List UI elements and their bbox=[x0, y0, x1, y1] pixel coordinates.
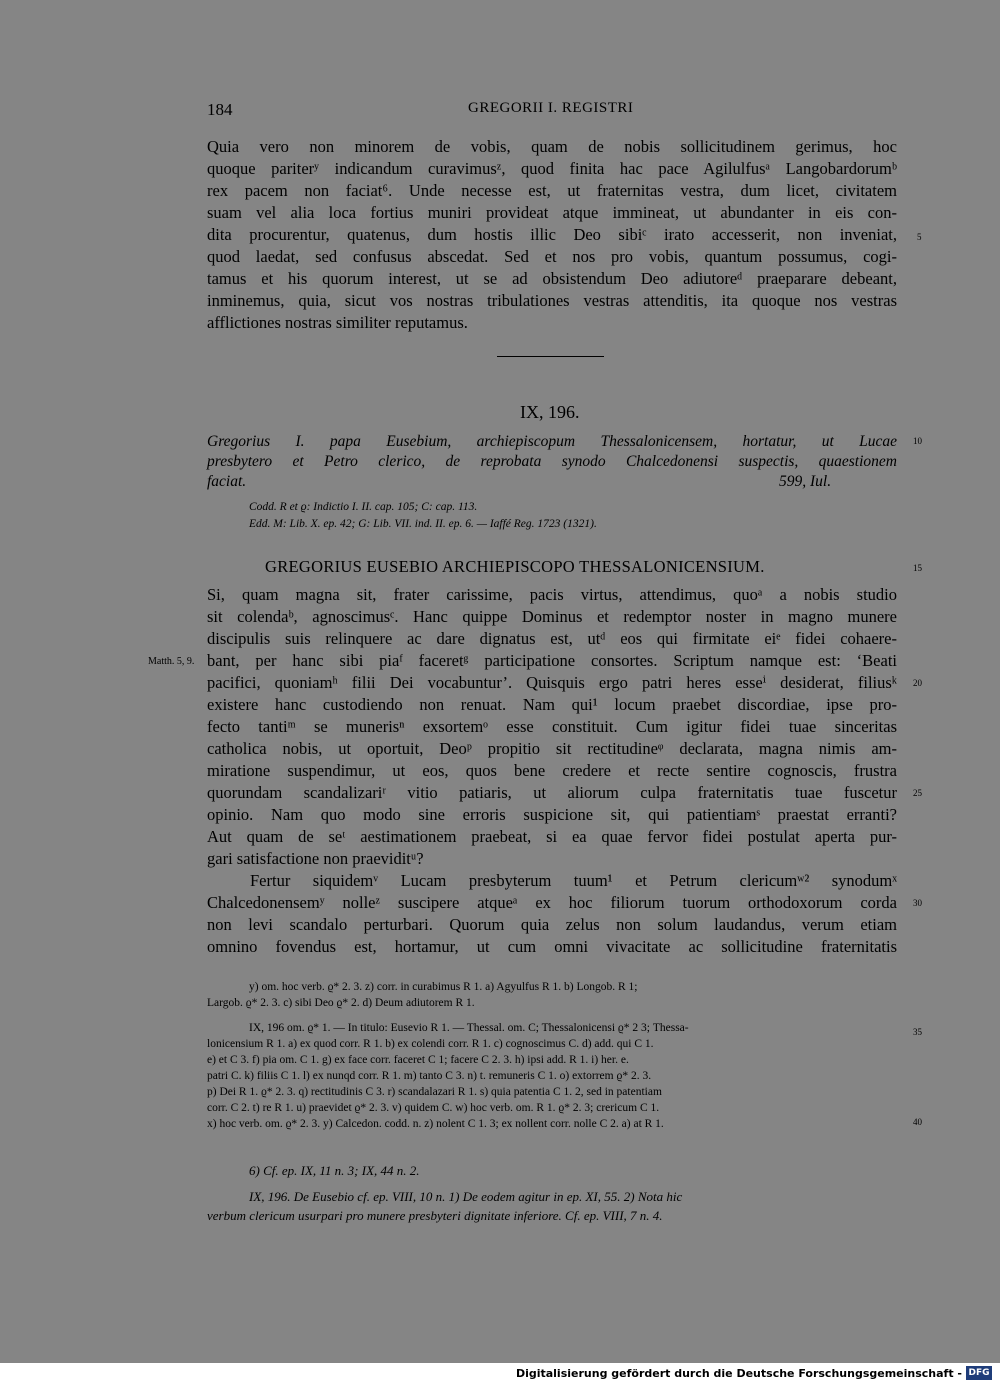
text-line: gari satisfactione non praeviditᵘ? bbox=[207, 849, 424, 868]
text-line: suam vel alia loca fortius muniri provideat atque immineat, ut abundanter in eis con- bbox=[207, 203, 897, 222]
text-line: inminemus, quia, sicut vos nostras tribulationes vestras attenditis, ita quoque nos vestras bbox=[207, 291, 897, 310]
text-line: miratione suspendimur, ut eos, quos bene credere et recte sentire cognoscis, frustra bbox=[207, 761, 897, 780]
footnote-line: corr. C 2. t) re R 1. u) praevidet ϱ* 2. 3. v) quidem C. w) hoc verb. om. R 1. ϱ* 2. 3; crericum C 1. bbox=[207, 1102, 660, 1114]
text-line: afflictiones nostras similiter reputamus. bbox=[207, 313, 468, 332]
footnote-line: verbum clericum usurpari pro munere presbyteri dignitate inferiore. Cf. ep. VIII, 7 n. 4. bbox=[207, 1208, 663, 1223]
text-line: Quia vero non minorem de vobis, quam de nobis sollicitudinem gerimus, hoc bbox=[207, 137, 897, 156]
footnote-line: 6) Cf. ep. IX, 11 n. 3; IX, 44 n. 2. bbox=[249, 1163, 420, 1178]
text-line: Si, quam magna sit, frater carissime, pacis virtus, attendimus, quoᵃ a nobis studio bbox=[207, 585, 897, 604]
margin-reference: Matth. 5, 9. bbox=[148, 656, 195, 667]
footnote-line: patri C. k) filiis C 1. l) ex nunqd corr. R 1. m) tanto C 3. n) t. remuneris C 1. o) extorrem ϱ* 2. 3. bbox=[207, 1070, 652, 1082]
text-line: discipulis suis relinquere ac dare dignatus est, utᵈ eos qui firmitate eiᵉ fidei cohaere- bbox=[207, 629, 897, 648]
text-line: omnino fovendus est, hortamur, ut cum omni vivacitate ac sollicitudine fraternitatis bbox=[207, 937, 897, 956]
section-divider bbox=[497, 356, 604, 357]
text-line: quoque pariterʸ indicandum curavimusᶻ, quod finita hac pace Agilulfusᵃ Langobardorumᵇ bbox=[207, 159, 897, 178]
footer-credit: Digitalisierung gefördert durch die Deutsche Forschungsgemeinschaft - bbox=[515, 1367, 962, 1380]
line-number: 30 bbox=[913, 898, 922, 908]
text-line: rex pacem non faciat⁶. Unde necesse est, ut fraternitas vestra, dum licet, civitatem bbox=[207, 181, 897, 200]
footnote-line: p) Dei R 1. ϱ* 2. 3. q) rectitudinis C 3. r) scandalazari R 1. s) quia patentia C 1. 2, sed in patentiam bbox=[207, 1086, 662, 1098]
footnote-line: lonicensium R 1. a) ex quod corr. R 1. b) ex colendi corr. R 1. c) cognoscimus C. d) add. qui C 1. bbox=[207, 1038, 654, 1050]
text-line: catholica nobis, ut oportuit, Deoᵖ propitio sit rectitudineᵠ declarata, magna nimis am- bbox=[207, 739, 897, 758]
letter-date: 599, Iul. bbox=[779, 473, 832, 490]
letter-number: IX, 196. bbox=[520, 402, 580, 422]
text-line: non levi scandalo perturbari. Quorum quia zelus non solum laudandus, verum etiam bbox=[207, 915, 897, 934]
text-line: pacifici, quoniamʰ filii Dei vocabuntur’. Quisquis ergo patri heres esseⁱ desiderat, filiusᵏ bbox=[207, 673, 897, 692]
line-number: 5 bbox=[917, 232, 922, 242]
letter-heading: GREGORIUS EUSEBIO ARCHIEPISCOPO THESSALONICENSIUM. bbox=[265, 557, 765, 576]
footnote-line: IX, 196. De Eusebio cf. ep. VIII, 10 n. 1) De eodem agitur in ep. XI, 55. 2) Nota hic bbox=[249, 1189, 683, 1204]
text-line: Aut quam de seᵗ aestimationem praebeat, si ea quae fervor fidei postulat aperta pur- bbox=[207, 827, 897, 846]
text-line: Chalcedonensemʸ nolleᶻ suscipere atqueᵃ ex hoc filiorum tuorum orthodoxorum corda bbox=[207, 893, 897, 912]
line-number: 35 bbox=[913, 1027, 922, 1037]
editions-line: Edd. M: Lib. X. ep. 42; G: Lib. VII. ind. II. ep. 6. — Iaffé Reg. 1723 (1321). bbox=[249, 518, 597, 530]
text-line: quorundam scandalizariʳ vitio patiaris, ut aliorum culpa fraternitatis tuae fuscetur bbox=[207, 783, 897, 802]
page-number: 184 bbox=[207, 100, 233, 119]
text-line: bant, per hanc sibi piaᶠ faceretᵍ participatione consortes. Scriptum namque est: ‘Beati bbox=[207, 651, 897, 670]
text-line: dita procurentur, quatenus, dum hostis illic Deo sibiᶜ irato accesserit, non inveniat, bbox=[207, 225, 897, 244]
footnote-line: Largob. ϱ* 2. 3. c) sibi Deo ϱ* 2. d) Deum adiutorem R 1. bbox=[207, 997, 475, 1009]
footnote-line: y) om. hoc verb. ϱ* 2. 3. z) corr. in curabimus R 1. a) Agyulfus R 1. b) Longob. R 1; bbox=[249, 981, 638, 993]
dfg-logo-icon: DFG bbox=[966, 1366, 992, 1380]
footnote-line: IX, 196 om. ϱ* 1. — In titulo: Eusevio R 1. — Thessal. om. C; Thessalonicensi ϱ* 2 3; Thessa- bbox=[249, 1022, 689, 1034]
text-line: quod laedat, sed confusus abscedat. Sed et nos pro vobis, quantum possumus, cogi- bbox=[207, 247, 897, 266]
text-line: opinio. Nam quo modo sine erroris suspicione sit, qui patientiamˢ praestat erranti? bbox=[207, 805, 897, 824]
summary-line: faciat. bbox=[207, 473, 247, 490]
codices-line: Codd. R et ϱ: Indictio I. II. cap. 105; C: cap. 113. bbox=[249, 501, 478, 513]
text-line: fecto tantiᵐ se munerisⁿ exsortemᵒ esse constituit. Cum igitur fidei tuae sinceritas bbox=[207, 717, 897, 736]
text-line: tamus et his quorum interest, ut se ad obsistendum Deo adiutoreᵈ praeparare debeant, bbox=[207, 269, 897, 288]
text-line: existere hanc custodiendo non renuat. Nam qui¹ locum praebet discordiae, ipse pro- bbox=[207, 695, 897, 714]
text-line: sit colendaᵇ, agnoscimusᶜ. Hanc quippe Dominus et redemptor noster in magno munere bbox=[207, 607, 897, 626]
line-number: 20 bbox=[913, 678, 922, 688]
footnote-line: x) hoc verb. om. ϱ* 2. 3. y) Calcedon. codd. n. z) nolent C 1. 3; ex nollent corr. nolle C 2. a) at R 1. bbox=[207, 1118, 664, 1130]
summary-line: presbytero et Petro clerico, de reprobata synodo Chalcedonensi suspectis, quaestionem bbox=[207, 453, 897, 470]
line-number: 40 bbox=[913, 1117, 922, 1127]
summary-line: Gregorius I. papa Eusebium, archiepiscopum Thessalonicensem, hortatur, ut Lucae bbox=[207, 433, 897, 450]
line-number: 25 bbox=[913, 788, 922, 798]
footnote-line: e) et C 3. f) pia om. C 1. g) ex face corr. faceret C 1; facere C 2. 3. h) ipsi add. R 1. i) her. e. bbox=[207, 1054, 629, 1066]
line-number: 15 bbox=[913, 563, 922, 573]
line-number: 10 bbox=[913, 436, 922, 446]
text-line: Fertur siquidemᵛ Lucam presbyterum tuum¹ et Petrum clericumʷ² synodumˣ bbox=[250, 871, 897, 890]
running-title: GREGORII I. REGISTRI bbox=[468, 100, 634, 116]
